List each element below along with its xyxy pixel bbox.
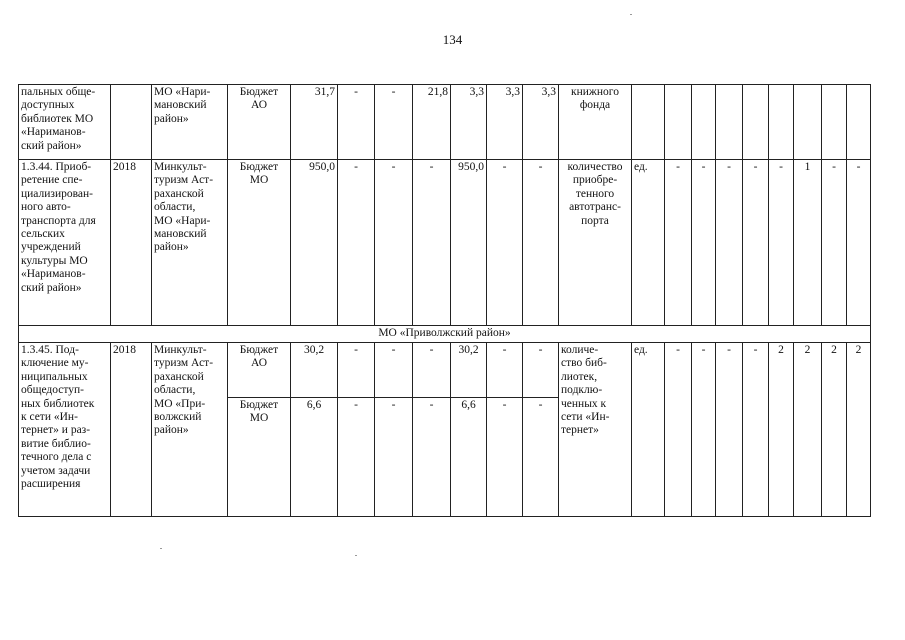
year-value-cell: 3,3	[487, 85, 523, 160]
executor-cell: МО «Нари- мановский район»	[152, 85, 228, 160]
target-cell: -	[692, 160, 716, 326]
target-cell: -	[716, 160, 743, 326]
year-value-cell: -	[375, 160, 413, 326]
year-value-cell: -	[523, 160, 559, 326]
program-table	[18, 84, 871, 517]
scan-speck	[160, 548, 162, 549]
year-value-cell: 6,6	[451, 398, 487, 517]
activity-cell: 1.3.44. Приоб- ретение спе- циализирован- ного авто- транспорта для сельских учреждений культуры МО «Нариманов- ский район»	[19, 160, 111, 326]
year-value-cell: 3,3	[523, 85, 559, 160]
target-cell: 2	[847, 343, 871, 517]
year-value-cell: 3,3	[451, 85, 487, 160]
target-cell: 2	[769, 343, 794, 517]
year-value-cell: 950,0	[451, 160, 487, 326]
year-value-cell: 30,2	[451, 343, 487, 398]
indicator-cell: книжного фонда	[559, 85, 632, 160]
year-value-cell: 21,8	[413, 85, 451, 160]
scan-speck	[630, 14, 632, 15]
target-cell: -	[716, 343, 743, 517]
unit-cell: ед.	[632, 160, 665, 326]
target-cell	[716, 85, 743, 160]
table-row-1-3-45	[19, 343, 871, 398]
year-value-cell: -	[375, 398, 413, 517]
target-cell	[822, 85, 847, 160]
target-cell: -	[665, 343, 692, 517]
executor-cell: Минкульт- туризм Аст- раханской области, МО «Нари- мановский район»	[152, 160, 228, 326]
table-row-continuation	[19, 85, 871, 160]
target-cell: -	[692, 343, 716, 517]
year-value-cell: -	[413, 343, 451, 398]
indicator-cell: количество приобре- тенного автотранс- порта	[559, 160, 632, 326]
region-title: МО «Приволжский район»	[19, 326, 871, 343]
target-cell: -	[822, 160, 847, 326]
year-cell	[111, 85, 152, 160]
target-cell: 2	[794, 343, 822, 517]
target-cell	[769, 85, 794, 160]
target-cell: -	[665, 160, 692, 326]
target-cell	[665, 85, 692, 160]
total-cell: 30,2	[291, 343, 338, 398]
target-cell: -	[743, 343, 769, 517]
year-value-cell: -	[338, 160, 375, 326]
unit-cell: ед.	[632, 343, 665, 517]
total-cell: 950,0	[291, 160, 338, 326]
year-value-cell: -	[375, 85, 413, 160]
year-cell: 2018	[111, 160, 152, 326]
target-cell: 2	[822, 343, 847, 517]
target-cell: -	[847, 160, 871, 326]
funding-source-cell: Бюджет АО	[228, 85, 291, 160]
target-cell: -	[743, 160, 769, 326]
funding-source-cell: Бюджет МО	[228, 398, 291, 517]
year-value-cell: -	[487, 160, 523, 326]
region-header-row	[19, 326, 871, 343]
target-cell	[692, 85, 716, 160]
target-cell	[743, 85, 769, 160]
page-number: 134	[442, 32, 463, 47]
executor-cell: Минкульт- туризм Аст- раханской области, МО «При- волжский район»	[152, 343, 228, 517]
funding-source-cell: Бюджет МО	[228, 160, 291, 326]
year-value-cell: -	[338, 398, 375, 517]
year-value-cell: -	[375, 343, 413, 398]
year-value-cell: -	[487, 343, 523, 398]
year-value-cell: -	[523, 343, 559, 398]
year-value-cell: -	[413, 398, 451, 517]
target-cell	[847, 85, 871, 160]
year-value-cell: -	[413, 160, 451, 326]
year-value-cell: -	[338, 85, 375, 160]
scan-speck	[355, 555, 357, 556]
total-cell: 31,7	[291, 85, 338, 160]
year-value-cell: -	[338, 343, 375, 398]
funding-source-cell: Бюджет АО	[228, 343, 291, 398]
target-cell: -	[769, 160, 794, 326]
target-cell: 1	[794, 160, 822, 326]
activity-cell: пальных обще- доступных библиотек МО «Нариманов- ский район»	[19, 85, 111, 160]
indicator-cell: количе- ство биб- лиотек, подклю- ченных к сети «Ин- тернет»	[559, 343, 632, 517]
year-value-cell: -	[487, 398, 523, 517]
unit-cell	[632, 85, 665, 160]
target-cell	[794, 85, 822, 160]
year-value-cell: -	[523, 398, 559, 517]
total-cell: 6,6	[291, 398, 338, 517]
year-cell: 2018	[111, 343, 152, 517]
activity-cell: 1.3.45. Под- ключение му- ниципальных общедоступ- ных библиотек к сети «Ин- тернет» и раз- витие библио- течного дела с учетом задачи расширения	[19, 343, 111, 517]
table-row-1-3-44	[19, 160, 871, 326]
